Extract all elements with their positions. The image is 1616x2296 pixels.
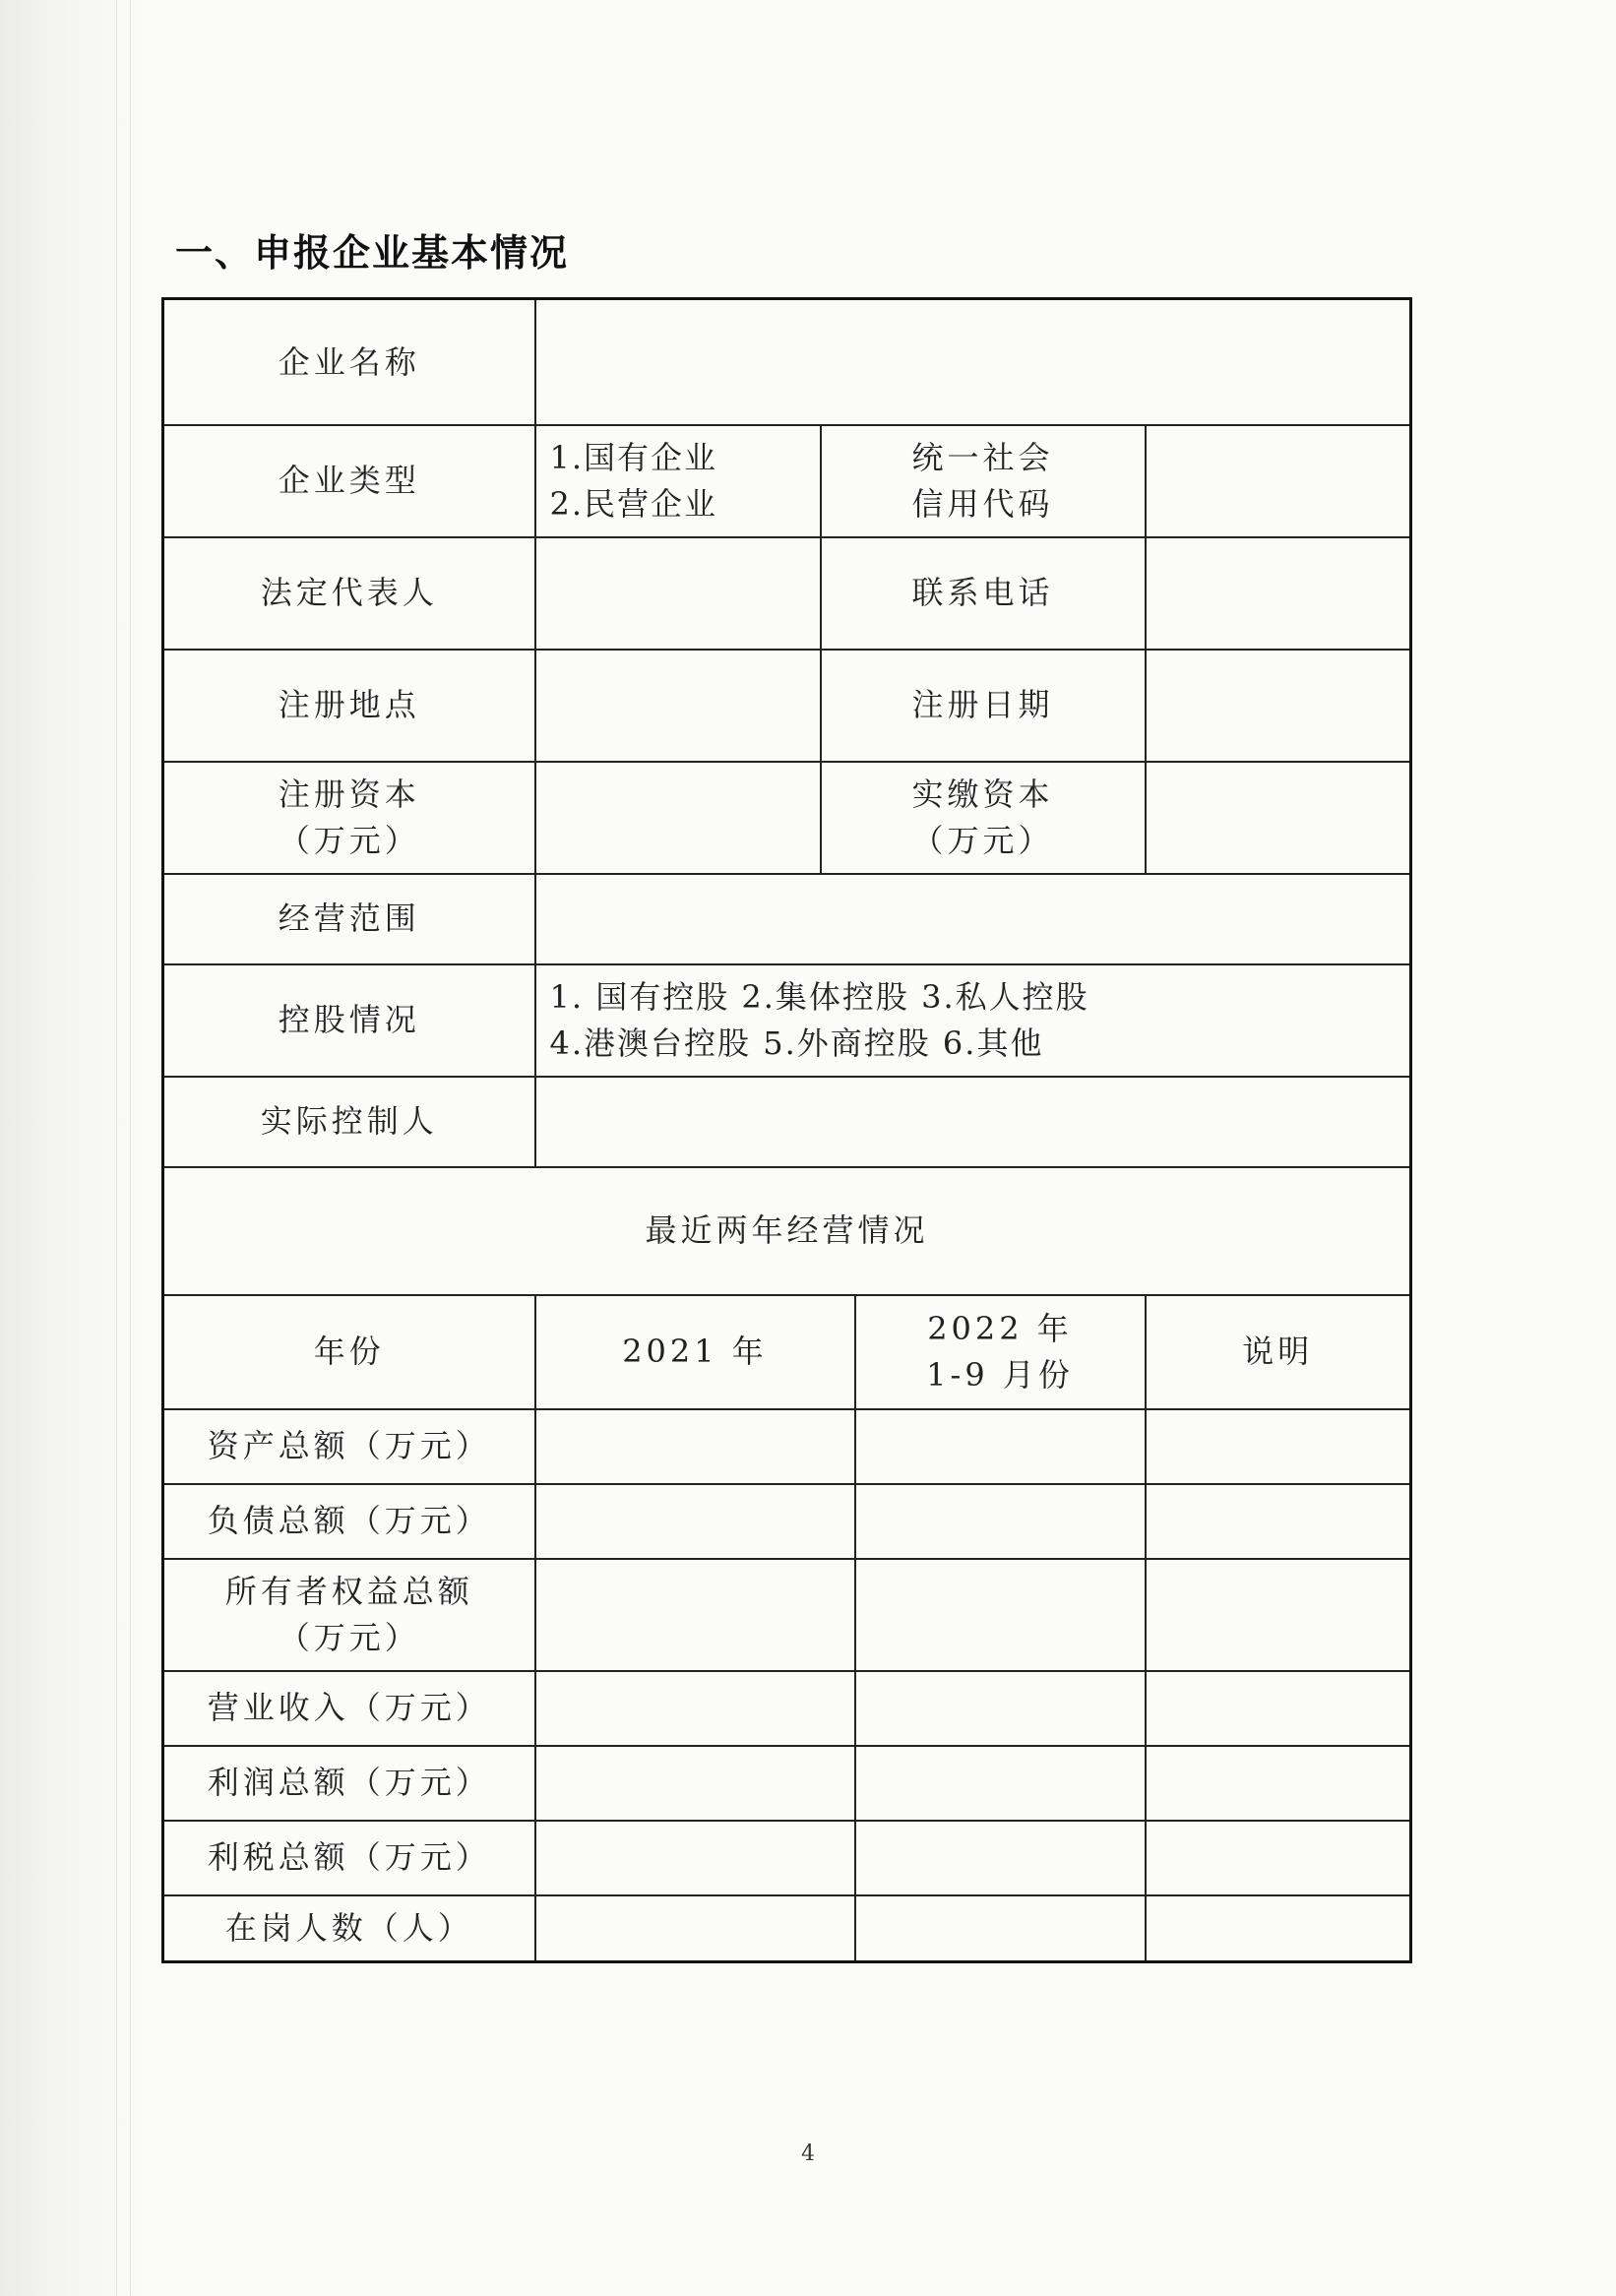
label-phone: 联系电话 bbox=[821, 537, 1146, 650]
label-reg-capital: 注册资本 （万元） bbox=[163, 762, 535, 874]
field-reg-place[interactable] bbox=[535, 650, 821, 762]
company-type-option: 2.民营企业 bbox=[549, 484, 718, 523]
cell-2022-revenue[interactable] bbox=[855, 1671, 1146, 1746]
field-controller[interactable] bbox=[535, 1077, 1411, 1167]
field-company-name[interactable] bbox=[535, 299, 1411, 425]
label-holding: 控股情况 bbox=[163, 964, 535, 1077]
field-reg-date[interactable] bbox=[1146, 650, 1411, 762]
field-business-scope[interactable] bbox=[535, 874, 1411, 964]
label-paid-capital: 实缴资本 （万元） bbox=[821, 762, 1146, 874]
label-legal-rep: 法定代表人 bbox=[163, 537, 535, 650]
row-company-type bbox=[163, 425, 1411, 537]
cell-2022-profit-tax[interactable] bbox=[855, 1821, 1146, 1895]
cell-note-employees[interactable] bbox=[1146, 1895, 1411, 1962]
field-legal-rep[interactable] bbox=[535, 537, 821, 650]
row-ops-title bbox=[163, 1167, 1411, 1295]
page-edge-line bbox=[116, 0, 117, 2296]
row-label-revenue: 营业收入（万元） bbox=[163, 1671, 535, 1746]
cell-note-total-assets[interactable] bbox=[1146, 1409, 1411, 1484]
table-row bbox=[163, 1559, 1411, 1671]
cell-2022-owner-equity[interactable] bbox=[855, 1559, 1146, 1671]
row-company-name bbox=[163, 299, 1411, 425]
row-label-profit-tax: 利税总额（万元） bbox=[163, 1821, 535, 1895]
label-credit-code: 统一社会 信用代码 bbox=[821, 425, 1146, 537]
cell-2021-profit-tax[interactable] bbox=[535, 1821, 855, 1895]
row-capital bbox=[163, 762, 1411, 874]
ops-section-title: 最近两年经营情况 bbox=[163, 1167, 1411, 1295]
row-label-employees: 在岗人数（人） bbox=[163, 1895, 535, 1962]
field-phone[interactable] bbox=[1146, 537, 1411, 650]
page-edge-shadow bbox=[0, 0, 148, 2296]
table-row bbox=[163, 1821, 1411, 1895]
col-header-2022: 2022 年 1-9 月份 bbox=[855, 1295, 1146, 1409]
cell-2021-owner-equity[interactable] bbox=[535, 1559, 855, 1671]
holding-options-line: 4.港澳台控股 5.外商控股 6.其他 bbox=[549, 1024, 1044, 1062]
table-row bbox=[163, 1484, 1411, 1559]
company-type-option: 1.国有企业 bbox=[549, 439, 718, 477]
cell-note-revenue[interactable] bbox=[1146, 1671, 1411, 1746]
row-holding bbox=[163, 964, 1411, 1077]
cell-2022-total-profit[interactable] bbox=[855, 1746, 1146, 1821]
cell-2022-employees[interactable] bbox=[855, 1895, 1146, 1962]
page-number: 4 bbox=[801, 2141, 815, 2166]
row-business-scope bbox=[163, 874, 1411, 964]
row-label-total-liabilities: 负债总额（万元） bbox=[163, 1484, 535, 1559]
label-controller: 实际控制人 bbox=[163, 1077, 535, 1167]
label-business-scope: 经营范围 bbox=[163, 874, 535, 964]
cell-2022-total-liabilities[interactable] bbox=[855, 1484, 1146, 1559]
table-row bbox=[163, 1671, 1411, 1746]
row-legal-rep bbox=[163, 537, 1411, 650]
label-reg-place: 注册地点 bbox=[163, 650, 535, 762]
col-header-2021: 2021 年 bbox=[535, 1295, 855, 1409]
company-info-table bbox=[161, 297, 1412, 1963]
field-reg-capital[interactable] bbox=[535, 762, 821, 874]
table-row bbox=[163, 1895, 1411, 1962]
col-header-note: 说明 bbox=[1146, 1295, 1411, 1409]
field-company-type[interactable] bbox=[535, 425, 821, 537]
row-label-total-profit: 利润总额（万元） bbox=[163, 1746, 535, 1821]
row-reg-place bbox=[163, 650, 1411, 762]
cell-2021-total-assets[interactable] bbox=[535, 1409, 855, 1484]
cell-2021-revenue[interactable] bbox=[535, 1671, 855, 1746]
page-edge-line bbox=[130, 0, 131, 2296]
label-reg-date: 注册日期 bbox=[821, 650, 1146, 762]
cell-2021-employees[interactable] bbox=[535, 1895, 855, 1962]
row-label-owner-equity: 所有者权益总额 （万元） bbox=[163, 1559, 535, 1671]
label-company-name: 企业名称 bbox=[163, 299, 535, 425]
label-company-type: 企业类型 bbox=[163, 425, 535, 537]
row-controller bbox=[163, 1077, 1411, 1167]
table-row bbox=[163, 1746, 1411, 1821]
cell-2022-total-assets[interactable] bbox=[855, 1409, 1146, 1484]
table-row bbox=[163, 1409, 1411, 1484]
field-holding[interactable] bbox=[535, 964, 1411, 1077]
cell-note-profit-tax[interactable] bbox=[1146, 1821, 1411, 1895]
cell-note-total-profit[interactable] bbox=[1146, 1746, 1411, 1821]
field-credit-code[interactable] bbox=[1146, 425, 1411, 537]
section-heading: 一、申报企业基本情况 bbox=[175, 231, 570, 275]
cell-2021-total-profit[interactable] bbox=[535, 1746, 855, 1821]
cell-note-total-liabilities[interactable] bbox=[1146, 1484, 1411, 1559]
row-label-total-assets: 资产总额（万元） bbox=[163, 1409, 535, 1484]
cell-2021-total-liabilities[interactable] bbox=[535, 1484, 855, 1559]
cell-note-owner-equity[interactable] bbox=[1146, 1559, 1411, 1671]
holding-options-line: 1. 国有控股 2.集体控股 3.私人控股 bbox=[549, 978, 1089, 1017]
field-paid-capital[interactable] bbox=[1146, 762, 1411, 874]
col-header-year: 年份 bbox=[163, 1295, 535, 1409]
row-ops-header bbox=[163, 1295, 1411, 1409]
